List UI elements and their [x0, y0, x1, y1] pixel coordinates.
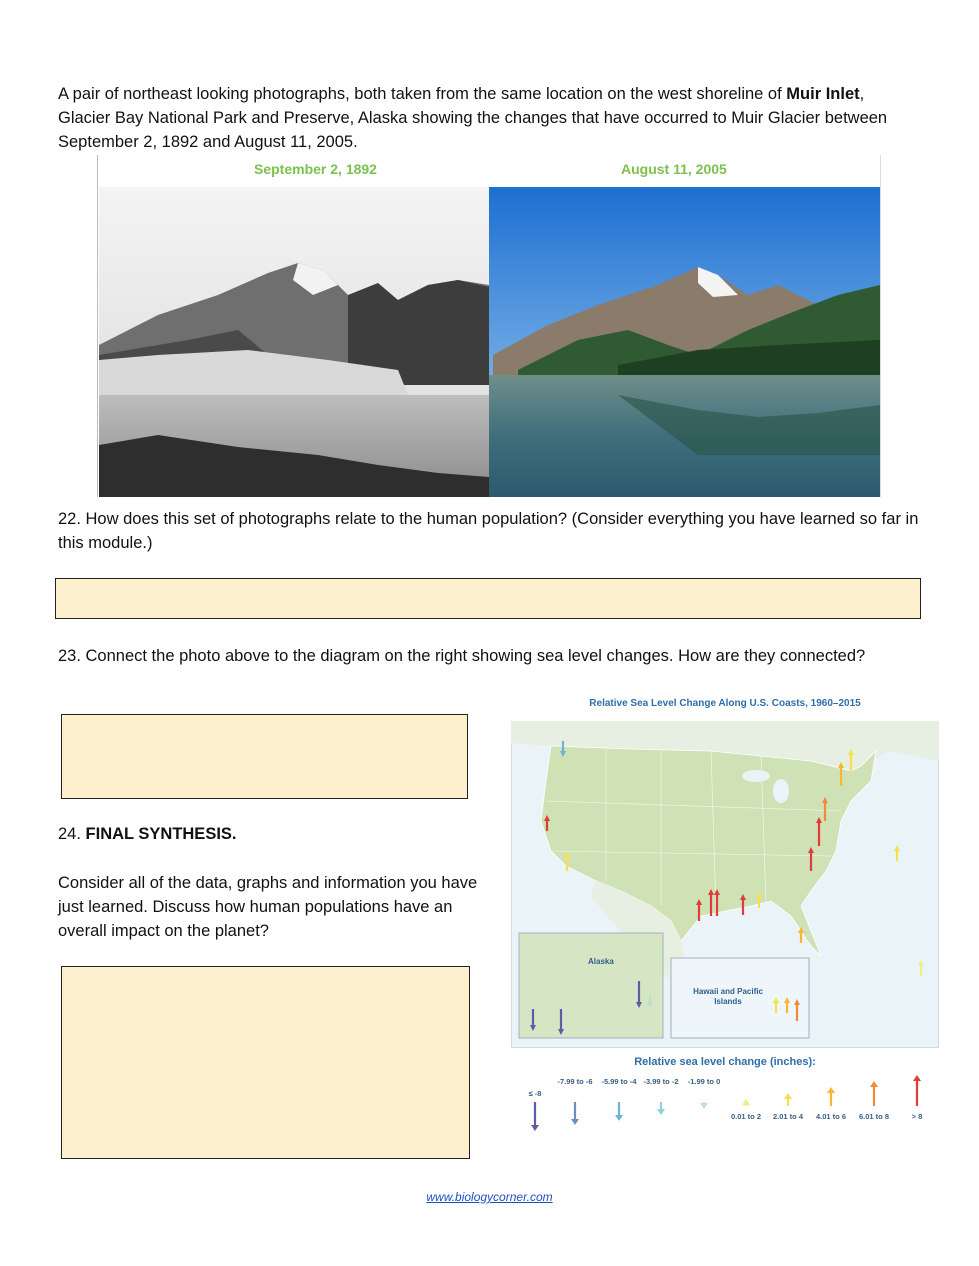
legend-label: -7.99 to -6	[557, 1077, 593, 1086]
legend-arrow	[782, 1072, 794, 1108]
photo-label-2005: August 11, 2005	[621, 161, 727, 177]
legend-arrow	[868, 1072, 880, 1108]
photo-1892	[99, 187, 489, 497]
map-title: Relative Sea Level Change Along U.S. Coasts, 1960–2015	[589, 698, 861, 709]
legend-arrow	[655, 1100, 667, 1136]
photo-2005	[489, 187, 880, 497]
glacier-photos	[98, 155, 880, 497]
question-24-heading	[58, 822, 237, 846]
legend-label: 2.01 to 4	[772, 1112, 803, 1121]
legend-arrow	[911, 1072, 923, 1108]
legend-label: 6.01 to 8	[858, 1112, 889, 1121]
legend-label: -5.99 to -4	[601, 1077, 637, 1086]
legend-label: -3.99 to -2	[643, 1077, 679, 1086]
legend-arrow	[613, 1100, 625, 1136]
legend-label: 0.01 to 2	[730, 1112, 761, 1121]
question-23: 23. Connect the photo above to the diagram on the right showing sea level changes. How are they connected?	[58, 647, 866, 665]
answer-box-22[interactable]	[55, 578, 921, 619]
legend-label: -1.99 to 0	[687, 1077, 721, 1086]
hawaii-label: Hawaii and Pacific Islands	[693, 987, 763, 1006]
legend-label: > 8	[911, 1112, 923, 1121]
legend-title: Relative sea level change (inches):	[634, 1056, 816, 1068]
legend-arrow	[569, 1100, 581, 1136]
legend-arrow	[740, 1072, 752, 1108]
question-24-body: Consider all of the data, graphs and information you have just learned. Discuss how human populations have an overall impact on the planet?	[58, 874, 478, 940]
intro-bold-place: Muir Inlet	[786, 85, 860, 103]
legend-label: 4.01 to 6	[815, 1112, 846, 1121]
legend-arrow	[529, 1100, 541, 1136]
answer-box-24[interactable]	[61, 966, 470, 1159]
q24-title: FINAL SYNTHESIS.	[85, 825, 237, 843]
alaska-label: Alaska	[588, 957, 614, 966]
photo-label-1892: September 2, 1892	[254, 161, 377, 177]
q24-number: 24.	[58, 825, 86, 843]
glacier-photo-comparison	[97, 155, 881, 497]
intro-paragraph	[58, 82, 898, 154]
footer-link[interactable]: www.biologycorner.com	[426, 1190, 553, 1204]
legend-arrow	[698, 1100, 710, 1136]
question-22: 22. How does this set of photographs relate to the human population? (Consider everything you have learned so far in this module.)	[58, 510, 919, 552]
alaska-inset	[519, 933, 663, 1038]
legend-label: ≤ -8	[528, 1089, 542, 1098]
intro-text-tail: , Glacier Bay National Park and Preserve, Alaska showing the changes that have occurred to Muir Glacier between September 2, 1892 and August 11, 2005.	[58, 85, 888, 151]
legend-arrow	[825, 1072, 837, 1108]
answer-box-23[interactable]	[61, 714, 468, 799]
intro-text: A pair of northeast looking photographs, both taken from the same location on the west shoreline of	[58, 85, 787, 103]
